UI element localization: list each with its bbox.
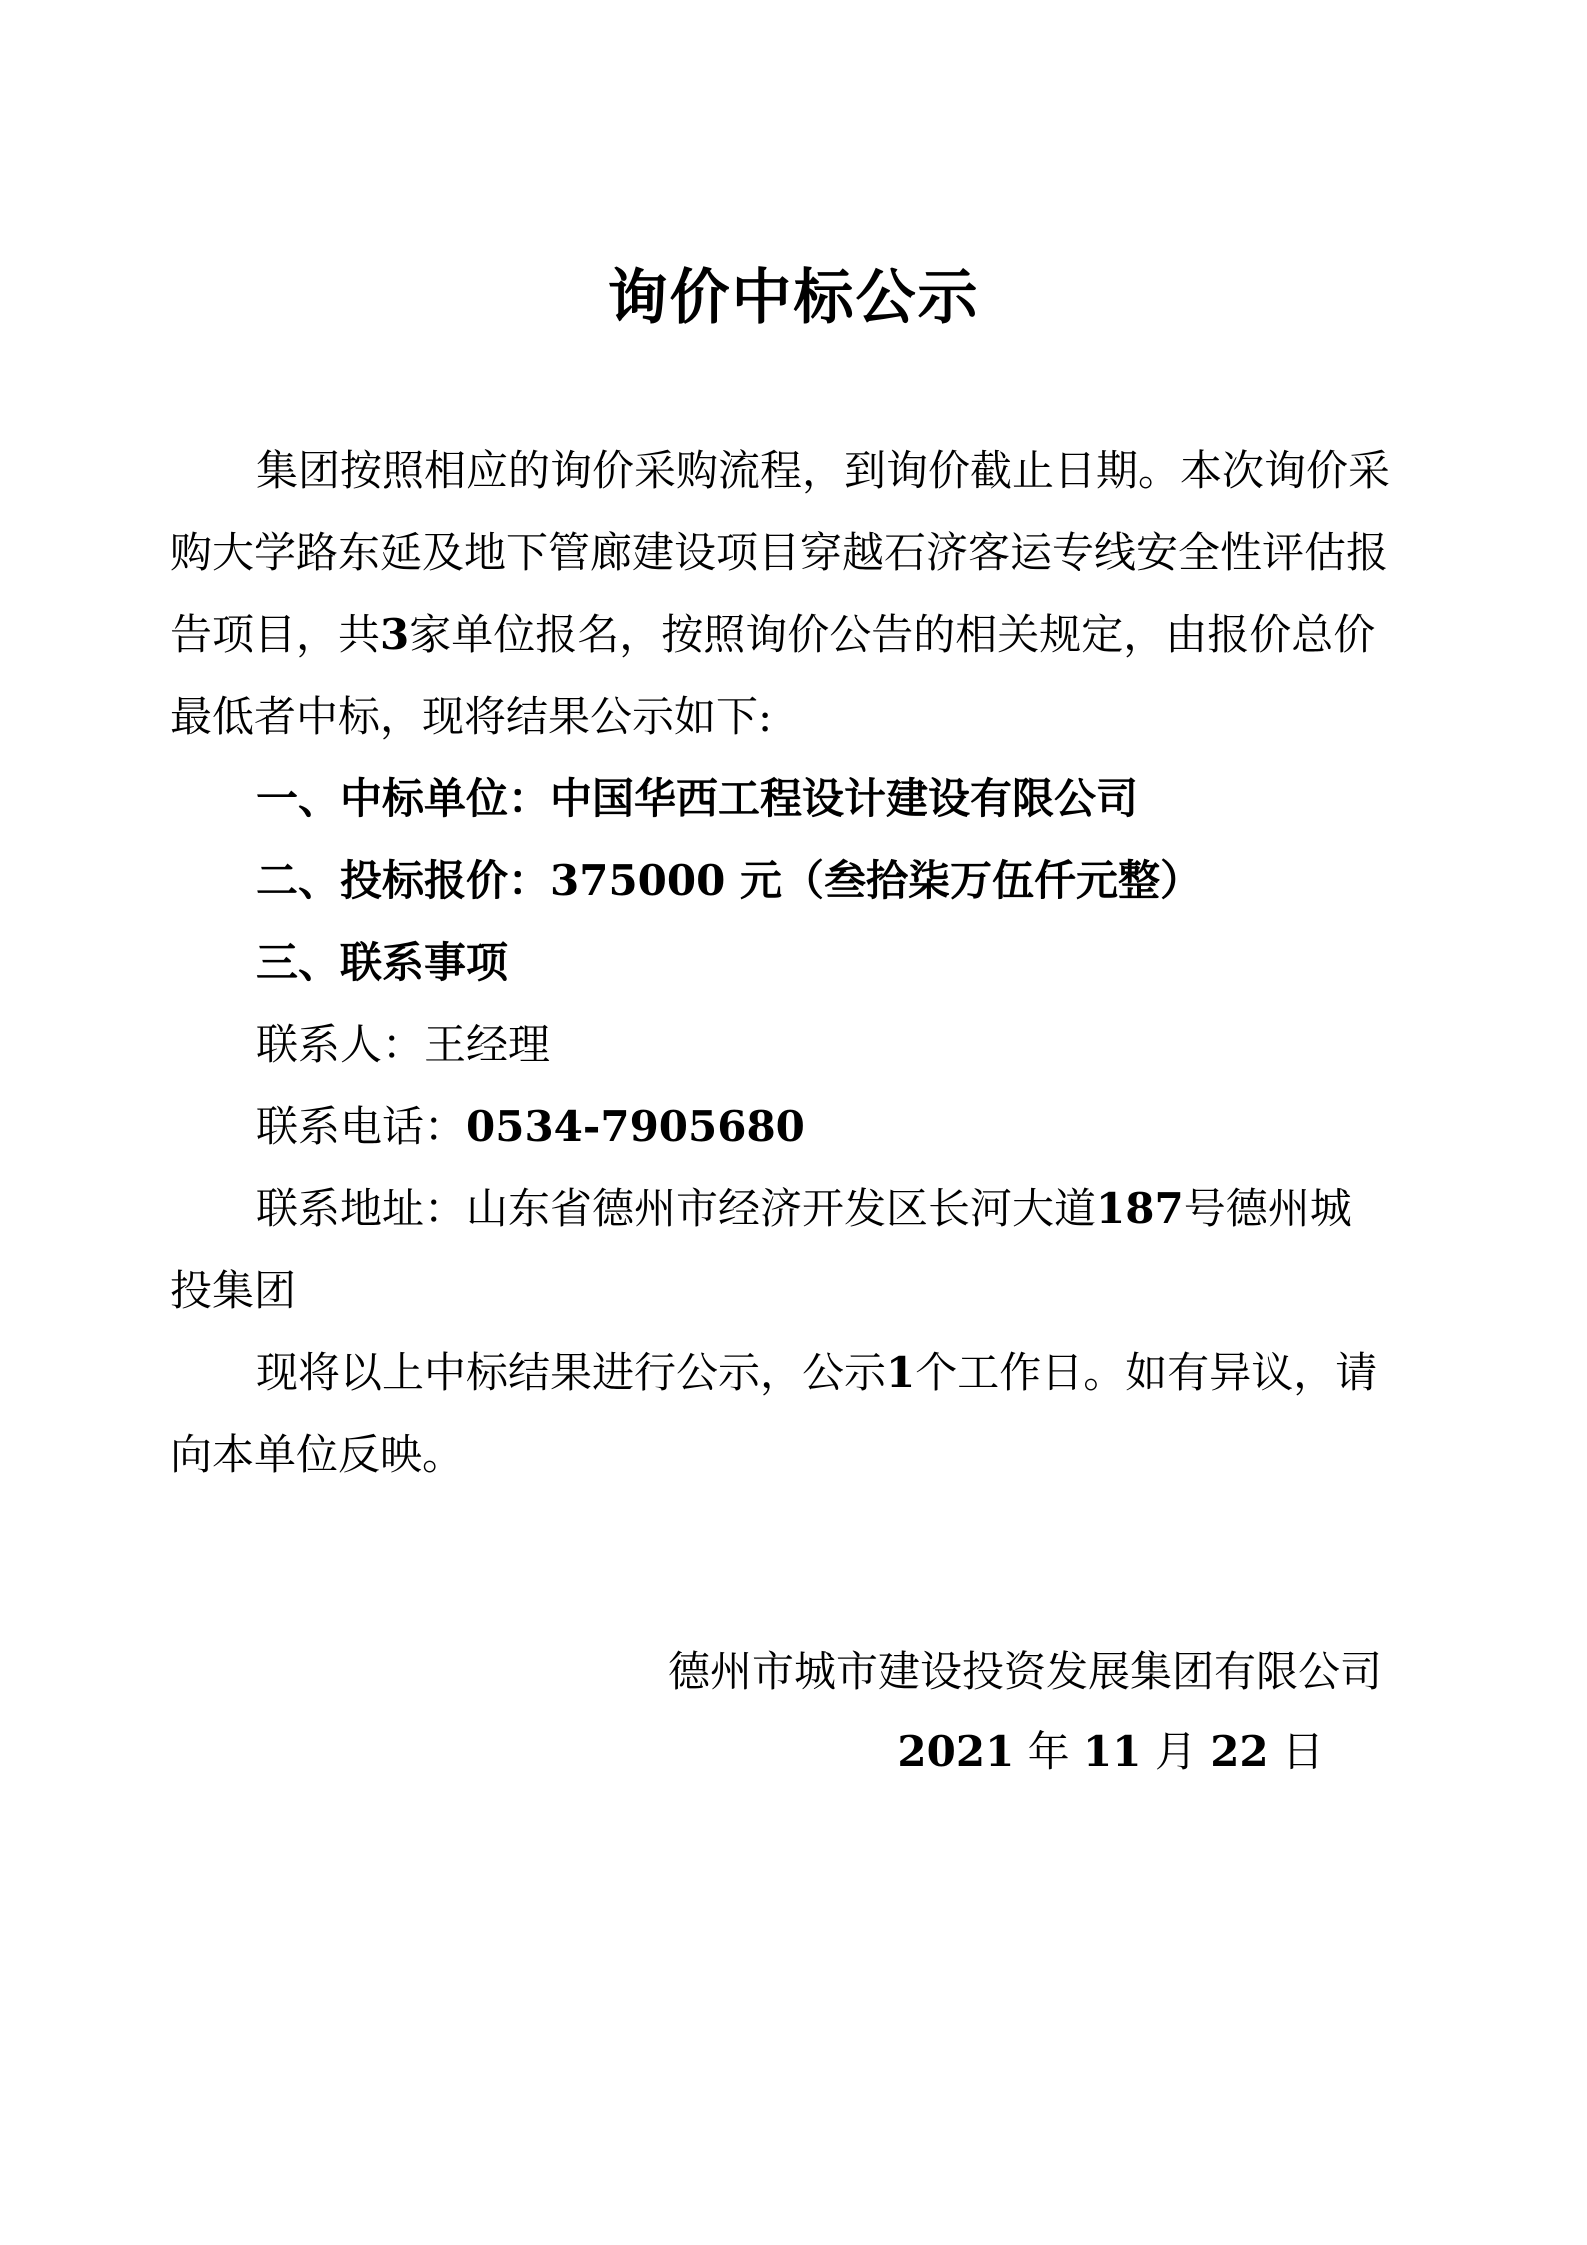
- date-year-unit: 年: [1014, 1727, 1084, 1776]
- contact-phone-line: [170, 1086, 1390, 1168]
- registrant-count: 3: [380, 610, 410, 659]
- intro-text-2: 家单位报名，按照询价公告的相关规定，由报价总价最低者中标，现将结果公示如下:: [170, 610, 1376, 741]
- contact-address-label: 联系地址：: [256, 1184, 467, 1233]
- intro-text-1: 集团按照相应的询价采购流程，到询价截止日期。本次询价采购大学路东延及地下管廊建设项目穿越石济客运专线安全性评估报告项目，共: [170, 446, 1391, 659]
- date-month-unit: 月: [1141, 1727, 1211, 1776]
- winning-bidder-line: [170, 758, 1390, 840]
- contact-address-text-1: 山东省德州市经济开发区长河大道: [466, 1184, 1097, 1233]
- contact-phone-value: 0534-7905680: [466, 1102, 805, 1151]
- contact-address-line: [170, 1168, 1390, 1332]
- contact-address-number: 187: [1096, 1184, 1184, 1233]
- contact-person-line: [170, 1004, 1390, 1086]
- bid-price-label: 二、投标报价：: [256, 856, 551, 905]
- date-month: 11: [1083, 1727, 1142, 1776]
- winning-bidder-name: 中国华西工程设计建设有限公司: [550, 774, 1139, 823]
- closing-paragraph: [170, 1332, 1390, 1496]
- date-day-unit: 日: [1268, 1727, 1324, 1776]
- intro-paragraph: [170, 430, 1390, 758]
- contact-section-heading: 三、联系事项: [256, 938, 509, 987]
- closing-text-1: 现将以上中标结果进行公示，公示: [256, 1348, 887, 1397]
- closing-text-2: 个工作日。如有异议，请向本单位反映。: [170, 1348, 1378, 1479]
- document-title: 询价中标公示: [607, 263, 980, 333]
- contact-person-label: 联系人：: [256, 1020, 425, 1069]
- document-body: [170, 430, 1390, 1496]
- signature-date: [668, 1712, 1324, 1792]
- date-year: 2021: [897, 1727, 1015, 1776]
- contact-address-text-2: 号德州城投集团: [170, 1184, 1352, 1315]
- bid-price-unit: 元（叁拾柒万伍仟元整）: [725, 856, 1202, 905]
- contact-person-value: 王经理: [424, 1020, 551, 1069]
- contact-phone-label: 联系电话：: [256, 1102, 467, 1151]
- bid-price-line: [170, 840, 1390, 922]
- date-day: 22: [1210, 1727, 1269, 1776]
- publicity-days: 1: [886, 1348, 916, 1397]
- signature-block: [668, 1632, 1382, 1792]
- signature-org: 德州市城市建设投资发展集团有限公司: [667, 1647, 1382, 1696]
- bid-price-amount: 375000: [550, 856, 726, 905]
- winning-bidder-label: 一、中标单位：: [256, 774, 551, 823]
